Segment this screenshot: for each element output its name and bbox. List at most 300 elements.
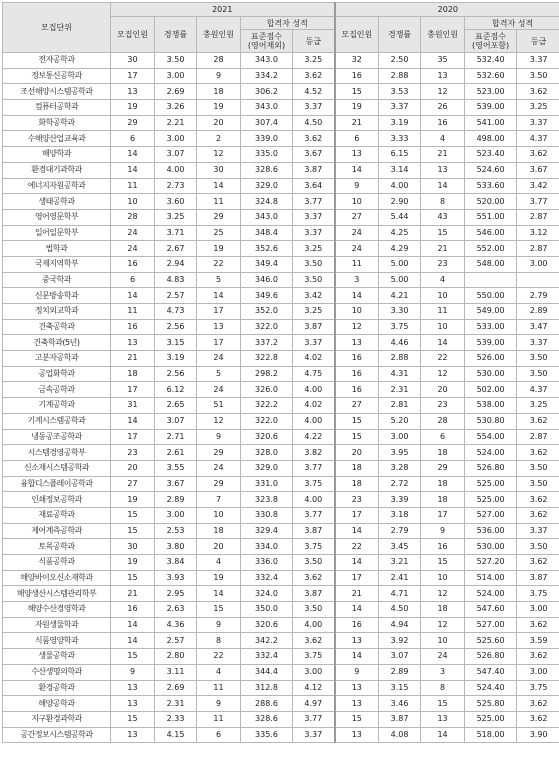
score-2020-cell: 518.00 bbox=[465, 727, 517, 743]
score-2021-cell: 336.0 bbox=[241, 555, 293, 571]
dept-cell: 에너지자원공학과 bbox=[3, 178, 111, 194]
ratio-2021-cell: 2.71 bbox=[155, 429, 197, 445]
grade-2021-cell: 4.00 bbox=[293, 617, 335, 633]
grade-2020-cell: 3.59 bbox=[517, 633, 559, 649]
table-row bbox=[3, 178, 559, 194]
extra-2021-cell: 19 bbox=[197, 100, 241, 116]
quota-2020-cell: 14 bbox=[335, 288, 379, 304]
year-2021-header: 2021 bbox=[111, 3, 335, 17]
score-2020-cell: 520.00 bbox=[465, 194, 517, 210]
grade-2021-cell: 4.52 bbox=[293, 84, 335, 100]
ratio-2021-cell: 3.50 bbox=[155, 53, 197, 69]
ratio-2021-cell: 2.31 bbox=[155, 696, 197, 712]
ratio-2021-cell: 4.00 bbox=[155, 162, 197, 178]
extra-2020-cell: 18 bbox=[421, 602, 465, 618]
extra-2020-cell: 12 bbox=[421, 617, 465, 633]
extra-2021-cell: 19 bbox=[197, 241, 241, 257]
ratio-2021-cell: 3.00 bbox=[155, 507, 197, 523]
ratio-2021-cell: 3.00 bbox=[155, 131, 197, 147]
quota-2020-cell: 27 bbox=[335, 209, 379, 225]
quota-2021-cell: 14 bbox=[111, 288, 155, 304]
score-2020-cell: 530.80 bbox=[465, 413, 517, 429]
grade-2021-cell: 4.02 bbox=[293, 351, 335, 367]
dept-cell: 컴퓨터공학과 bbox=[3, 100, 111, 116]
table-row bbox=[3, 633, 559, 649]
grade-2021-cell: 3.77 bbox=[293, 460, 335, 476]
extra-2020-cell: 26 bbox=[421, 100, 465, 116]
quota-2020-cell: 16 bbox=[335, 68, 379, 84]
score-2020-cell: 526.80 bbox=[465, 460, 517, 476]
score-2021-cell: 324.0 bbox=[241, 586, 293, 602]
dept-cell: 수해양산업교육과 bbox=[3, 131, 111, 147]
ratio-2021-cell: 2.21 bbox=[155, 115, 197, 131]
score-2021-cell: 332.4 bbox=[241, 649, 293, 665]
grade-2021-cell: 4.75 bbox=[293, 366, 335, 382]
dept-cell: 기계시스템공학과 bbox=[3, 413, 111, 429]
ratio-2020-cell: 6.15 bbox=[379, 147, 421, 163]
quota-2021-cell: 13 bbox=[111, 727, 155, 743]
grade-2020-cell: 3.62 bbox=[517, 147, 559, 163]
grade-2021-cell: 3.37 bbox=[293, 727, 335, 743]
score-2020-cell: 527.20 bbox=[465, 555, 517, 571]
score-2021-cell: 339.0 bbox=[241, 131, 293, 147]
score-2020-cell: 523.40 bbox=[465, 147, 517, 163]
grade-2020-cell: 3.50 bbox=[517, 366, 559, 382]
grade-2020-cell: 3.75 bbox=[517, 680, 559, 696]
grade-2021-cell: 3.87 bbox=[293, 162, 335, 178]
extra-2020-cell: 13 bbox=[421, 68, 465, 84]
grade-2021-cell: 3.77 bbox=[293, 507, 335, 523]
quota-2021-cell: 16 bbox=[111, 319, 155, 335]
grade-2021-cell: 3.00 bbox=[293, 664, 335, 680]
quota-2021-cell: 9 bbox=[111, 664, 155, 680]
quota-2021-cell: 14 bbox=[111, 147, 155, 163]
quota-2021-cell: 13 bbox=[111, 680, 155, 696]
dept-cell: 공업화학과 bbox=[3, 366, 111, 382]
ratio-2020-cell: 5.20 bbox=[379, 413, 421, 429]
extra-2021-cell: 4 bbox=[197, 555, 241, 571]
grade-2021-cell: 3.75 bbox=[293, 539, 335, 555]
extra-2020-cell: 23 bbox=[421, 398, 465, 414]
ratio-2021-cell: 3.07 bbox=[155, 147, 197, 163]
extra-2021-cell: 11 bbox=[197, 194, 241, 210]
ratio-2020-cell: 5.00 bbox=[379, 256, 421, 272]
grade-2021-cell: 3.75 bbox=[293, 649, 335, 665]
extra-2020-cell: 15 bbox=[421, 555, 465, 571]
grade-2021-cell: 3.42 bbox=[293, 288, 335, 304]
quota-2020-cell: 13 bbox=[335, 633, 379, 649]
ratio-2021-cell: 3.60 bbox=[155, 194, 197, 210]
score-2021-cell: 306.2 bbox=[241, 84, 293, 100]
grade-2020-cell: 2.87 bbox=[517, 429, 559, 445]
quota-2021-cell: 15 bbox=[111, 523, 155, 539]
grade-2021-cell: 3.25 bbox=[293, 53, 335, 69]
ratio-2021-cell: 2.69 bbox=[155, 84, 197, 100]
extra-2021-cell: 6 bbox=[197, 727, 241, 743]
score-2021-cell: 334.2 bbox=[241, 68, 293, 84]
dept-cell: 금속공학과 bbox=[3, 382, 111, 398]
table-row bbox=[3, 209, 559, 225]
ratio-2020-cell: 4.71 bbox=[379, 586, 421, 602]
dept-cell: 신문방송학과 bbox=[3, 288, 111, 304]
ratio-2020-cell: 3.15 bbox=[379, 680, 421, 696]
extra-2021-cell: 11 bbox=[197, 711, 241, 727]
dept-cell: 법학과 bbox=[3, 241, 111, 257]
table-row bbox=[3, 162, 559, 178]
score-2020-cell: 525.00 bbox=[465, 711, 517, 727]
ratio-2021-cell: 3.71 bbox=[155, 225, 197, 241]
grade-2020-cell: 3.62 bbox=[517, 507, 559, 523]
grade-2020-cell: 3.00 bbox=[517, 602, 559, 618]
grade-2020-cell: 3.62 bbox=[517, 445, 559, 461]
ratio-2021-cell: 6.12 bbox=[155, 382, 197, 398]
score-2021-cell: 320.6 bbox=[241, 617, 293, 633]
quota-2020-cell: 20 bbox=[335, 445, 379, 461]
extra-2020-cell: 15 bbox=[421, 696, 465, 712]
extra-2021-cell: 20 bbox=[197, 115, 241, 131]
quota-2021-cell: 18 bbox=[111, 366, 155, 382]
grade-2020-cell: 3.47 bbox=[517, 319, 559, 335]
extra-2020-cell: 17 bbox=[421, 507, 465, 523]
score-2021-cell: 323.8 bbox=[241, 492, 293, 508]
ratio-2020-cell: 2.41 bbox=[379, 570, 421, 586]
table-row bbox=[3, 194, 559, 210]
score-2020-cell: 524.00 bbox=[465, 586, 517, 602]
grade-2021-cell: 3.50 bbox=[293, 602, 335, 618]
extra-2021-cell: 24 bbox=[197, 351, 241, 367]
score-2020-cell: 551.00 bbox=[465, 209, 517, 225]
extra-2021-cell: 22 bbox=[197, 649, 241, 665]
extra-2021-cell: 8 bbox=[197, 633, 241, 649]
ratio-2020-cell: 4.00 bbox=[379, 178, 421, 194]
quota-2021-cell: 20 bbox=[111, 460, 155, 476]
ratio-2020-cell: 3.14 bbox=[379, 162, 421, 178]
extra-2021-cell: 17 bbox=[197, 335, 241, 351]
score-2020-cell: 524.40 bbox=[465, 680, 517, 696]
extra-2021-cell: 29 bbox=[197, 209, 241, 225]
grade-2021-cell: 3.37 bbox=[293, 100, 335, 116]
extra-2021-cell: 13 bbox=[197, 319, 241, 335]
quota-2020-cell: 14 bbox=[335, 602, 379, 618]
quota-2021-cell: 27 bbox=[111, 476, 155, 492]
ratio-2020-cell: 2.72 bbox=[379, 476, 421, 492]
extra-2020-cell: 18 bbox=[421, 492, 465, 508]
grade-2021-cell: 3.87 bbox=[293, 523, 335, 539]
extra-2020-cell: 6 bbox=[421, 429, 465, 445]
extra-2020-cell: 24 bbox=[421, 649, 465, 665]
grade-2021-cell: 3.67 bbox=[293, 147, 335, 163]
score-2020-cell: 548.00 bbox=[465, 256, 517, 272]
extra-2020-cell: 11 bbox=[421, 304, 465, 320]
dept-cell: 해양바이오신소재학과 bbox=[3, 570, 111, 586]
ratio-2021-cell: 2.33 bbox=[155, 711, 197, 727]
dept-cell: 해양생산시스템관리학부 bbox=[3, 586, 111, 602]
score-2020-cell: 525.80 bbox=[465, 696, 517, 712]
dept-cell: 영어영문학부 bbox=[3, 209, 111, 225]
dept-cell: 지구환경과학과 bbox=[3, 711, 111, 727]
dept-cell: 냉동공조공학과 bbox=[3, 429, 111, 445]
score-2021-cell: 343.0 bbox=[241, 53, 293, 69]
grade-2020-cell: 3.25 bbox=[517, 398, 559, 414]
ratio-2021-cell: 3.55 bbox=[155, 460, 197, 476]
grade-2021-cell: 4.50 bbox=[293, 115, 335, 131]
table-row bbox=[3, 570, 559, 586]
grade-header-2021: 등급 bbox=[293, 30, 335, 53]
ratio-2021-cell: 2.56 bbox=[155, 366, 197, 382]
quota-2021-cell: 14 bbox=[111, 617, 155, 633]
dept-cell: 식품영양학과 bbox=[3, 633, 111, 649]
dept-cell: 융합디스플레이공학과 bbox=[3, 476, 111, 492]
ratio-2020-cell: 2.81 bbox=[379, 398, 421, 414]
score-2021-cell: 326.0 bbox=[241, 382, 293, 398]
ratio-2020-cell: 3.46 bbox=[379, 696, 421, 712]
ratio-2021-cell: 2.61 bbox=[155, 445, 197, 461]
quota-2020-cell: 21 bbox=[335, 586, 379, 602]
extra-2020-cell: 22 bbox=[421, 351, 465, 367]
quota-2020-cell: 14 bbox=[335, 523, 379, 539]
ratio-2021-cell: 3.26 bbox=[155, 100, 197, 116]
ratio-2020-cell: 4.31 bbox=[379, 366, 421, 382]
quota-2020-cell: 18 bbox=[335, 476, 379, 492]
quota-2021-cell: 14 bbox=[111, 633, 155, 649]
extra-2021-cell: 5 bbox=[197, 272, 241, 288]
ratio-2021-cell: 2.89 bbox=[155, 492, 197, 508]
admission-table bbox=[2, 2, 559, 743]
extra-2020-cell: 9 bbox=[421, 523, 465, 539]
score-2021-cell: 348.4 bbox=[241, 225, 293, 241]
dept-cell: 일어일문학부 bbox=[3, 225, 111, 241]
extra-2020-cell: 12 bbox=[421, 366, 465, 382]
score-2020-cell: 533.60 bbox=[465, 178, 517, 194]
quota-2021-cell: 16 bbox=[111, 256, 155, 272]
grade-2021-cell: 4.00 bbox=[293, 413, 335, 429]
extra-2021-cell: 22 bbox=[197, 256, 241, 272]
grade-2020-cell: 3.67 bbox=[517, 162, 559, 178]
ratio-2020-cell: 3.45 bbox=[379, 539, 421, 555]
table-row bbox=[3, 53, 559, 69]
score-2021-cell: 288.6 bbox=[241, 696, 293, 712]
extra-2020-cell: 20 bbox=[421, 382, 465, 398]
quota-header-2021: 모집인원 bbox=[111, 17, 155, 53]
ratio-2021-cell: 2.57 bbox=[155, 288, 197, 304]
grade-2020-cell: 3.75 bbox=[517, 586, 559, 602]
score-2020-cell: 498.00 bbox=[465, 131, 517, 147]
ratio-2021-cell: 3.19 bbox=[155, 351, 197, 367]
grade-2020-cell: 3.62 bbox=[517, 492, 559, 508]
extra-2021-cell: 12 bbox=[197, 413, 241, 429]
score-2020-cell: 526.80 bbox=[465, 649, 517, 665]
score-2021-cell: 331.0 bbox=[241, 476, 293, 492]
score-2021-cell: 328.6 bbox=[241, 711, 293, 727]
quota-2020-cell: 17 bbox=[335, 570, 379, 586]
dept-cell: 건축학과(5년) bbox=[3, 335, 111, 351]
ratio-2021-cell: 3.84 bbox=[155, 555, 197, 571]
ratio-2021-cell: 2.95 bbox=[155, 586, 197, 602]
grade-2020-cell bbox=[517, 272, 559, 288]
grade-2020-cell: 3.37 bbox=[517, 523, 559, 539]
score-2020-cell: 525.60 bbox=[465, 633, 517, 649]
extra-2020-cell: 21 bbox=[421, 147, 465, 163]
quota-2021-cell: 21 bbox=[111, 351, 155, 367]
extra-2021-cell: 14 bbox=[197, 288, 241, 304]
score-2021-cell: 335.0 bbox=[241, 147, 293, 163]
score-2021-cell: 328.0 bbox=[241, 445, 293, 461]
year-2020-header: 2020 bbox=[335, 3, 559, 17]
grade-2021-cell: 4.12 bbox=[293, 680, 335, 696]
score-2020-cell: 539.00 bbox=[465, 100, 517, 116]
dept-cell: 환경공학과 bbox=[3, 680, 111, 696]
extra-2020-cell: 10 bbox=[421, 288, 465, 304]
grade-header-2020: 등급 bbox=[517, 30, 559, 53]
table-row bbox=[3, 304, 559, 320]
ratio-2020-cell: 4.21 bbox=[379, 288, 421, 304]
extra-2021-cell: 14 bbox=[197, 586, 241, 602]
table-row bbox=[3, 398, 559, 414]
table-row bbox=[3, 539, 559, 555]
score-2020-cell: 530.00 bbox=[465, 366, 517, 382]
quota-2020-cell: 15 bbox=[335, 413, 379, 429]
extra-2021-cell: 30 bbox=[197, 162, 241, 178]
dept-cell: 건축공학과 bbox=[3, 319, 111, 335]
ratio-2020-cell: 3.28 bbox=[379, 460, 421, 476]
table-row bbox=[3, 366, 559, 382]
grade-2020-cell: 3.87 bbox=[517, 570, 559, 586]
quota-2020-cell: 9 bbox=[335, 178, 379, 194]
extra-2020-cell: 23 bbox=[421, 256, 465, 272]
score-2021-cell: 352.6 bbox=[241, 241, 293, 257]
quota-2021-cell: 28 bbox=[111, 209, 155, 225]
result-header-2021: 합격자 성적 bbox=[241, 17, 335, 30]
grade-2021-cell: 3.50 bbox=[293, 256, 335, 272]
grade-2020-cell: 3.00 bbox=[517, 256, 559, 272]
ratio-2020-cell: 3.37 bbox=[379, 100, 421, 116]
table-row bbox=[3, 429, 559, 445]
quota-2020-cell: 13 bbox=[335, 727, 379, 743]
score-2021-cell: 324.8 bbox=[241, 194, 293, 210]
score-2021-cell: 337.2 bbox=[241, 335, 293, 351]
score-2021-cell: 335.6 bbox=[241, 727, 293, 743]
ratio-2020-cell: 3.95 bbox=[379, 445, 421, 461]
quota-2020-cell: 13 bbox=[335, 335, 379, 351]
grade-2020-cell: 4.37 bbox=[517, 382, 559, 398]
score-2021-cell: 322.2 bbox=[241, 398, 293, 414]
ratio-2020-cell: 2.50 bbox=[379, 53, 421, 69]
grade-2020-cell: 3.62 bbox=[517, 617, 559, 633]
extra-2021-cell: 9 bbox=[197, 696, 241, 712]
grade-2021-cell: 3.50 bbox=[293, 272, 335, 288]
table-row bbox=[3, 115, 559, 131]
quota-2020-cell: 14 bbox=[335, 162, 379, 178]
table-row bbox=[3, 602, 559, 618]
grade-2021-cell: 3.87 bbox=[293, 586, 335, 602]
quota-2020-cell: 21 bbox=[335, 115, 379, 131]
grade-2020-cell: 3.37 bbox=[517, 115, 559, 131]
ratio-2021-cell: 2.57 bbox=[155, 633, 197, 649]
ratio-2020-cell: 5.00 bbox=[379, 272, 421, 288]
quota-2021-cell: 24 bbox=[111, 241, 155, 257]
score-2020-cell: 532.60 bbox=[465, 68, 517, 84]
dept-cell: 환경대기과학과 bbox=[3, 162, 111, 178]
extra-2021-cell: 18 bbox=[197, 523, 241, 539]
score-2020-cell: 525.00 bbox=[465, 492, 517, 508]
table-row bbox=[3, 445, 559, 461]
quota-2021-cell: 13 bbox=[111, 335, 155, 351]
extra-2020-cell: 10 bbox=[421, 570, 465, 586]
ratio-2021-cell: 3.25 bbox=[155, 209, 197, 225]
quota-2020-cell: 14 bbox=[335, 555, 379, 571]
dept-cell: 토목공학과 bbox=[3, 539, 111, 555]
extra-2020-cell: 10 bbox=[421, 633, 465, 649]
quota-2020-cell: 6 bbox=[335, 131, 379, 147]
grade-2020-cell: 3.12 bbox=[517, 225, 559, 241]
ratio-2020-cell: 4.50 bbox=[379, 602, 421, 618]
grade-2020-cell: 3.50 bbox=[517, 68, 559, 84]
quota-2020-cell: 13 bbox=[335, 696, 379, 712]
quota-2021-cell: 29 bbox=[111, 115, 155, 131]
quota-header-2020: 모집인원 bbox=[335, 17, 379, 53]
score-2021-cell: 334.0 bbox=[241, 539, 293, 555]
dept-cell: 전자공학과 bbox=[3, 53, 111, 69]
quota-2020-cell: 24 bbox=[335, 225, 379, 241]
extra-2020-cell: 13 bbox=[421, 711, 465, 727]
grade-2020-cell: 2.87 bbox=[517, 209, 559, 225]
dept-cell: 해양수산경영학과 bbox=[3, 602, 111, 618]
grade-2020-cell: 3.62 bbox=[517, 711, 559, 727]
dept-cell: 정보통신공학과 bbox=[3, 68, 111, 84]
ratio-2020-cell: 3.92 bbox=[379, 633, 421, 649]
extra-2021-cell: 4 bbox=[197, 664, 241, 680]
score-2020-cell: 541.00 bbox=[465, 115, 517, 131]
extra-2021-cell: 2 bbox=[197, 131, 241, 147]
score-2021-cell: 312.8 bbox=[241, 680, 293, 696]
quota-2021-cell: 24 bbox=[111, 225, 155, 241]
score-2021-cell: 343.0 bbox=[241, 100, 293, 116]
table-header bbox=[3, 3, 559, 53]
dept-cell: 국제지역학부 bbox=[3, 256, 111, 272]
extra-2021-cell: 9 bbox=[197, 617, 241, 633]
quota-2021-cell: 17 bbox=[111, 68, 155, 84]
table-row bbox=[3, 272, 559, 288]
dept-cell: 제어계측공학과 bbox=[3, 523, 111, 539]
score-2020-cell: 552.00 bbox=[465, 241, 517, 257]
extra-2021-cell: 10 bbox=[197, 507, 241, 523]
score-2020-cell: 550.00 bbox=[465, 288, 517, 304]
table-row bbox=[3, 476, 559, 492]
quota-2020-cell: 11 bbox=[335, 256, 379, 272]
quota-2020-cell: 16 bbox=[335, 351, 379, 367]
extra-2021-cell: 28 bbox=[197, 53, 241, 69]
ratio-2021-cell: 3.15 bbox=[155, 335, 197, 351]
extra-2021-cell: 15 bbox=[197, 602, 241, 618]
table-row bbox=[3, 664, 559, 680]
extra-2021-cell: 19 bbox=[197, 570, 241, 586]
grade-2020-cell: 3.50 bbox=[517, 476, 559, 492]
ratio-2020-cell: 3.00 bbox=[379, 429, 421, 445]
extra-2021-cell: 14 bbox=[197, 178, 241, 194]
score-2021-cell: 329.0 bbox=[241, 178, 293, 194]
score-2021-cell: 320.6 bbox=[241, 429, 293, 445]
extra-2021-cell: 29 bbox=[197, 445, 241, 461]
score-2020-cell: 547.40 bbox=[465, 664, 517, 680]
ratio-2020-cell: 2.79 bbox=[379, 523, 421, 539]
quota-2020-cell: 13 bbox=[335, 680, 379, 696]
extra-2020-cell: 18 bbox=[421, 476, 465, 492]
grade-2021-cell: 4.00 bbox=[293, 382, 335, 398]
score-2020-cell: 533.00 bbox=[465, 319, 517, 335]
score-2021-cell: 328.6 bbox=[241, 162, 293, 178]
quota-2021-cell: 14 bbox=[111, 162, 155, 178]
score-2020-cell: 538.00 bbox=[465, 398, 517, 414]
